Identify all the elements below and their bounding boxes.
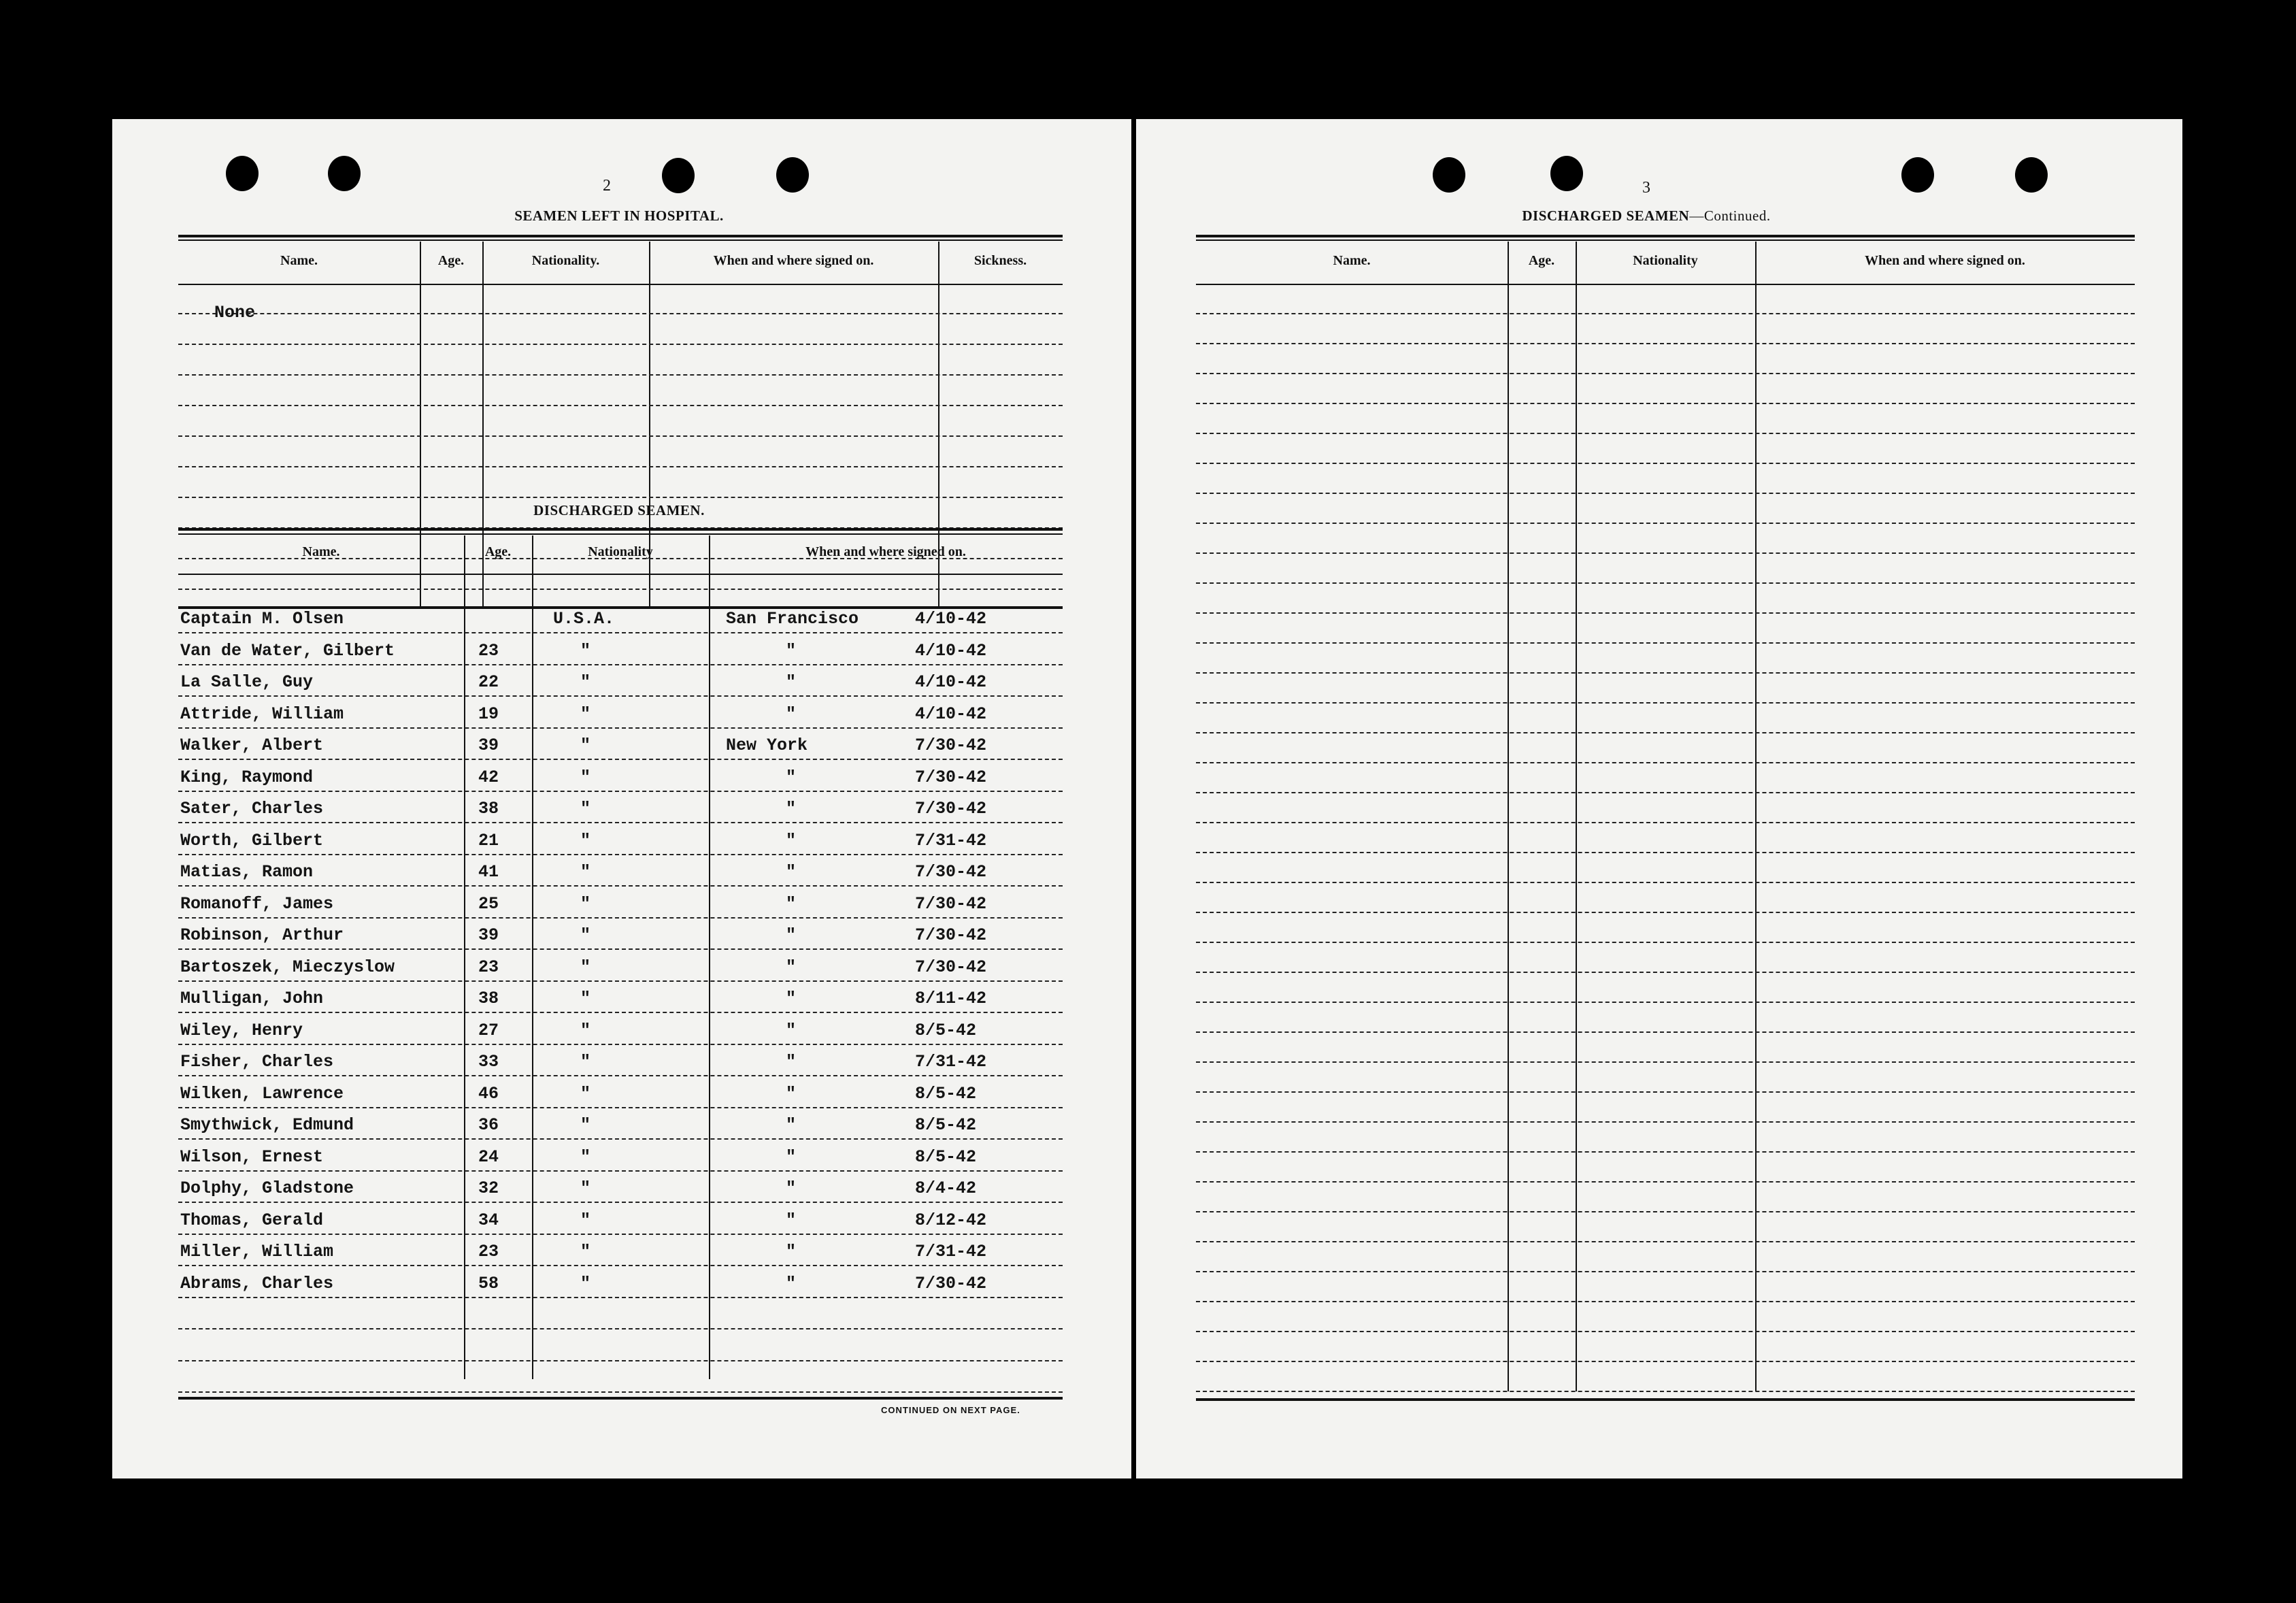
entry-line <box>178 1391 1063 1393</box>
entry-line <box>1196 582 2135 584</box>
seaman-name: Wilson, Ernest <box>180 1146 324 1167</box>
entry-line <box>178 405 1063 406</box>
seaman-signed-on-place: " <box>786 893 797 914</box>
entry-line <box>1196 882 2135 883</box>
entry-line <box>178 589 1063 590</box>
entry-line <box>178 1328 1063 1329</box>
entry-line <box>1196 732 2135 733</box>
seaman-signed-on-date: 8/12-42 <box>915 1210 987 1230</box>
seaman-nationality: " <box>580 799 591 819</box>
column-divider <box>709 535 710 1379</box>
right-page <box>1136 119 2182 1478</box>
entry-line <box>1196 1271 2135 1272</box>
entry-line <box>1196 1151 2135 1153</box>
seaman-nationality: " <box>580 1210 591 1230</box>
left-page <box>112 119 1131 1478</box>
entry-line <box>1196 523 2135 524</box>
seaman-nationality: " <box>580 893 591 914</box>
seaman-name: Walker, Albert <box>180 736 324 755</box>
entry-line <box>178 466 1063 467</box>
seaman-signed-on-date: 7/30-42 <box>915 799 987 819</box>
entry-line <box>178 822 1063 823</box>
seaman-signed-on-place: " <box>786 672 797 692</box>
entry-line <box>1196 762 2135 763</box>
seaman-nationality: " <box>580 862 591 882</box>
seaman-nationality: " <box>580 736 591 755</box>
column-header-age: Age. <box>1528 253 1555 268</box>
entry-line <box>178 374 1063 376</box>
column-header-nationality: Nationality <box>1633 253 1698 268</box>
seaman-age: 24 <box>478 1146 499 1167</box>
punch-hole-icon <box>2015 157 2048 193</box>
entry-line <box>1196 1361 2135 1362</box>
seaman-age: 23 <box>478 957 499 977</box>
seaman-signed-on-date: 8/5-42 <box>915 1020 977 1040</box>
entry-line <box>178 344 1063 345</box>
entry-line <box>1196 1391 2135 1392</box>
entry-line <box>1196 552 2135 554</box>
column-header-name: Name. <box>302 544 340 559</box>
entry-line <box>1196 1211 2135 1212</box>
seaman-age: 38 <box>478 989 499 1008</box>
seaman-name: Robinson, Arthur <box>180 925 344 945</box>
column-header-signed-on: When and where signed on. <box>1865 253 2025 268</box>
column-divider <box>464 535 465 1379</box>
entry-line <box>1196 642 2135 644</box>
seaman-name: Bartoszek, Mieczyslow <box>180 957 395 977</box>
table-rule <box>178 528 1063 531</box>
seaman-age: 21 <box>478 830 499 850</box>
seaman-nationality: " <box>580 1115 591 1135</box>
column-header-age: Age. <box>484 544 512 559</box>
table-rule <box>1196 284 2135 285</box>
seaman-signed-on-place: " <box>786 989 797 1008</box>
seaman-age: 34 <box>478 1210 499 1230</box>
seaman-name: Van de Water, Gilbert <box>180 640 395 661</box>
punch-hole-icon <box>328 156 361 191</box>
seaman-signed-on-date: 7/31-42 <box>915 1052 987 1072</box>
seaman-name: Romanoff, James <box>180 893 334 914</box>
entry-line <box>1196 672 2135 674</box>
seaman-nationality: " <box>580 1052 591 1072</box>
entry-line <box>178 1234 1063 1235</box>
hospital-section-title: SEAMEN LEFT IN HOSPITAL. <box>514 208 724 224</box>
column-header-sickness: Sickness. <box>974 253 1027 268</box>
entry-line <box>1196 373 2135 374</box>
seaman-signed-on-date: 7/30-42 <box>915 862 987 882</box>
entry-line <box>1196 1031 2135 1033</box>
seaman-nationality: " <box>580 1242 591 1261</box>
seaman-signed-on-date: 4/10-42 <box>915 640 987 661</box>
punch-hole-icon <box>1550 156 1583 191</box>
seaman-name: Fisher, Charles <box>180 1052 334 1072</box>
seaman-age: 27 <box>478 1020 499 1040</box>
seaman-nationality: " <box>580 830 591 850</box>
column-divider <box>1755 242 1757 1391</box>
title-text: DISCHARGED SEAMEN <box>1522 208 1690 224</box>
seaman-signed-on-date: 4/10-42 <box>915 672 987 692</box>
seaman-name: King, Raymond <box>180 767 314 787</box>
seaman-signed-on-place: " <box>786 1273 797 1293</box>
seaman-nationality: " <box>580 1178 591 1198</box>
seaman-nationality: " <box>580 1083 591 1104</box>
seaman-signed-on-place: " <box>786 640 797 661</box>
entry-line <box>1196 1091 2135 1093</box>
seaman-name: Abrams, Charles <box>180 1273 334 1293</box>
entry-line <box>1196 1002 2135 1003</box>
entry-line <box>1196 493 2135 494</box>
seaman-age: 22 <box>478 672 499 692</box>
seaman-nationality: " <box>580 1146 591 1167</box>
seaman-age: 25 <box>478 893 499 914</box>
entry-line <box>1196 942 2135 943</box>
seaman-name: Mulligan, John <box>180 989 324 1008</box>
entry-line <box>178 1138 1063 1140</box>
entry-line <box>1196 343 2135 344</box>
seaman-signed-on-date: 7/30-42 <box>915 957 987 977</box>
entry-line <box>178 917 1063 919</box>
punch-hole-icon <box>1901 157 1934 193</box>
table-rule <box>178 239 1063 241</box>
seaman-name: Worth, Gilbert <box>180 830 324 850</box>
seaman-nationality: " <box>580 925 591 945</box>
entry-line <box>178 435 1063 437</box>
seaman-signed-on-place: " <box>786 799 797 819</box>
entry-line <box>1196 1301 2135 1302</box>
seaman-signed-on-date: 8/4-42 <box>915 1178 977 1198</box>
seaman-name: Wilken, Lawrence <box>180 1083 344 1104</box>
punch-hole-icon <box>776 157 809 193</box>
column-divider <box>1508 242 1509 1391</box>
seaman-signed-on-date: 8/5-42 <box>915 1083 977 1104</box>
seaman-signed-on-date: 4/10-42 <box>915 609 987 629</box>
seaman-signed-on-place: " <box>786 704 797 724</box>
entry-line <box>178 313 1063 314</box>
page-number: 3 <box>1642 179 1650 197</box>
entry-line <box>178 791 1063 792</box>
seaman-age: 19 <box>478 704 499 724</box>
seaman-signed-on-place: " <box>786 1115 797 1135</box>
entry-line <box>178 727 1063 729</box>
entry-line <box>178 497 1063 498</box>
table-rule <box>178 574 1063 575</box>
punch-hole-icon <box>1433 157 1465 193</box>
seaman-signed-on-place: " <box>786 1242 797 1261</box>
entry-line <box>178 1044 1063 1045</box>
seaman-signed-on-date: 7/31-42 <box>915 1242 987 1261</box>
seaman-nationality: " <box>580 1020 591 1040</box>
table-bottom-rule <box>178 1397 1063 1400</box>
seaman-nationality: U.S.A. <box>553 609 615 629</box>
entry-line <box>178 664 1063 665</box>
seaman-name: Attride, William <box>180 704 344 724</box>
column-header-age: Age. <box>437 253 465 268</box>
seaman-signed-on-date: 7/30-42 <box>915 925 987 945</box>
seaman-signed-on-place: New York <box>726 736 808 755</box>
seaman-nationality: " <box>580 672 591 692</box>
entry-line <box>1196 972 2135 973</box>
seaman-signed-on-date: 7/30-42 <box>915 893 987 914</box>
entry-line <box>178 695 1063 697</box>
entry-line <box>178 1360 1063 1361</box>
seaman-name: Smythwick, Edmund <box>180 1115 354 1135</box>
seaman-signed-on-place: " <box>786 1052 797 1072</box>
seaman-age: 23 <box>478 1242 499 1261</box>
entry-line <box>1196 1061 2135 1063</box>
column-header-name: Name. <box>1333 253 1371 268</box>
seaman-age: 32 <box>478 1178 499 1198</box>
seaman-age: 23 <box>478 640 499 661</box>
entry-line <box>1196 463 2135 464</box>
seaman-nationality: " <box>580 767 591 787</box>
page-number: 2 <box>603 177 611 195</box>
entry-line <box>178 1075 1063 1076</box>
seaman-age: 39 <box>478 736 499 755</box>
seaman-name: Miller, William <box>180 1242 334 1261</box>
seaman-signed-on-date: 8/5-42 <box>915 1115 977 1135</box>
continued-note: CONTINUED ON NEXT PAGE. <box>881 1405 1020 1415</box>
seaman-signed-on-place: " <box>786 925 797 945</box>
entry-line <box>1196 822 2135 823</box>
seaman-nationality: " <box>580 704 591 724</box>
seaman-age: 36 <box>478 1115 499 1135</box>
entry-line <box>1196 1241 2135 1242</box>
column-header-nationality: Nationality <box>588 544 653 559</box>
seaman-signed-on-place: " <box>786 957 797 977</box>
seaman-age: 39 <box>478 925 499 945</box>
entry-line <box>178 632 1063 633</box>
punch-hole-icon <box>226 156 259 191</box>
entry-line <box>1196 612 2135 614</box>
entry-line <box>1196 1331 2135 1332</box>
entry-line <box>178 854 1063 855</box>
seaman-signed-on-place: " <box>786 1146 797 1167</box>
seaman-signed-on-place: " <box>786 1020 797 1040</box>
seaman-signed-on-date: 8/11-42 <box>915 989 987 1008</box>
hospital-entry: None <box>214 303 256 323</box>
entry-line <box>178 980 1063 982</box>
seaman-signed-on-place: " <box>786 1178 797 1198</box>
entry-line <box>178 1107 1063 1108</box>
entry-line <box>178 1265 1063 1266</box>
seaman-signed-on-place: San Francisco <box>726 609 859 629</box>
column-header-name: Name. <box>280 253 318 268</box>
seaman-signed-on-date: 7/30-42 <box>915 736 987 755</box>
entry-line <box>1196 852 2135 853</box>
entry-line <box>1196 403 2135 404</box>
seaman-age: 41 <box>478 862 499 882</box>
seaman-nationality: " <box>580 1273 591 1293</box>
seaman-signed-on-date: 8/5-42 <box>915 1146 977 1167</box>
seaman-name: La Salle, Guy <box>180 672 314 692</box>
seaman-age: 38 <box>478 799 499 819</box>
entry-line <box>178 1202 1063 1203</box>
column-divider <box>1576 242 1577 1391</box>
entry-line <box>1196 313 2135 314</box>
seaman-signed-on-place: " <box>786 862 797 882</box>
entry-line <box>178 948 1063 950</box>
seaman-signed-on-place: " <box>786 830 797 850</box>
seaman-signed-on-date: 7/30-42 <box>915 767 987 787</box>
seaman-name: Matias, Ramon <box>180 862 314 882</box>
entry-line <box>178 1012 1063 1013</box>
seaman-signed-on-date: 7/30-42 <box>915 1273 987 1293</box>
table-bottom-rule <box>1196 1398 2135 1401</box>
seaman-age: 46 <box>478 1083 499 1104</box>
seaman-age: 42 <box>478 767 499 787</box>
title-suffix: —Continued. <box>1689 208 1771 224</box>
seaman-nationality: " <box>580 957 591 977</box>
seaman-signed-on-place: " <box>786 767 797 787</box>
entry-line <box>178 1297 1063 1298</box>
punch-hole-icon <box>662 158 695 193</box>
seaman-name: Dolphy, Gladstone <box>180 1178 354 1198</box>
discharged-continued-title <box>1476 208 1816 225</box>
table-rule <box>178 235 1063 237</box>
entry-line <box>178 759 1063 760</box>
column-header-signed-on: When and where signed on. <box>805 544 966 559</box>
seaman-name: Thomas, Gerald <box>180 1210 324 1230</box>
entry-line <box>1196 433 2135 434</box>
seaman-nationality: " <box>580 640 591 661</box>
seaman-name: Captain M. Olsen <box>180 609 344 629</box>
entry-line <box>1196 912 2135 913</box>
column-divider <box>532 535 533 1379</box>
seaman-nationality: " <box>580 989 591 1008</box>
entry-line <box>1196 1181 2135 1183</box>
table-rule <box>178 284 1063 285</box>
seaman-name: Wiley, Henry <box>180 1020 303 1040</box>
seaman-signed-on-place: " <box>786 1210 797 1230</box>
seaman-age: 58 <box>478 1273 499 1293</box>
table-rule <box>1196 239 2135 241</box>
discharged-section-title: DISCHARGED SEAMEN. <box>533 502 705 518</box>
seaman-signed-on-date: 4/10-42 <box>915 704 987 724</box>
entry-line <box>178 885 1063 887</box>
column-header-nationality: Nationality. <box>531 253 600 268</box>
column-header-signed-on: When and where signed on. <box>713 253 874 268</box>
entry-line <box>178 1170 1063 1172</box>
seaman-name: Sater, Charles <box>180 799 324 819</box>
entry-line <box>1196 702 2135 704</box>
seaman-signed-on-date: 7/31-42 <box>915 830 987 850</box>
table-rule <box>178 533 1063 535</box>
seaman-age: 33 <box>478 1052 499 1072</box>
entry-line <box>1196 792 2135 793</box>
table-rule <box>1196 235 2135 237</box>
seaman-signed-on-place: " <box>786 1083 797 1104</box>
entry-line <box>1196 1121 2135 1123</box>
